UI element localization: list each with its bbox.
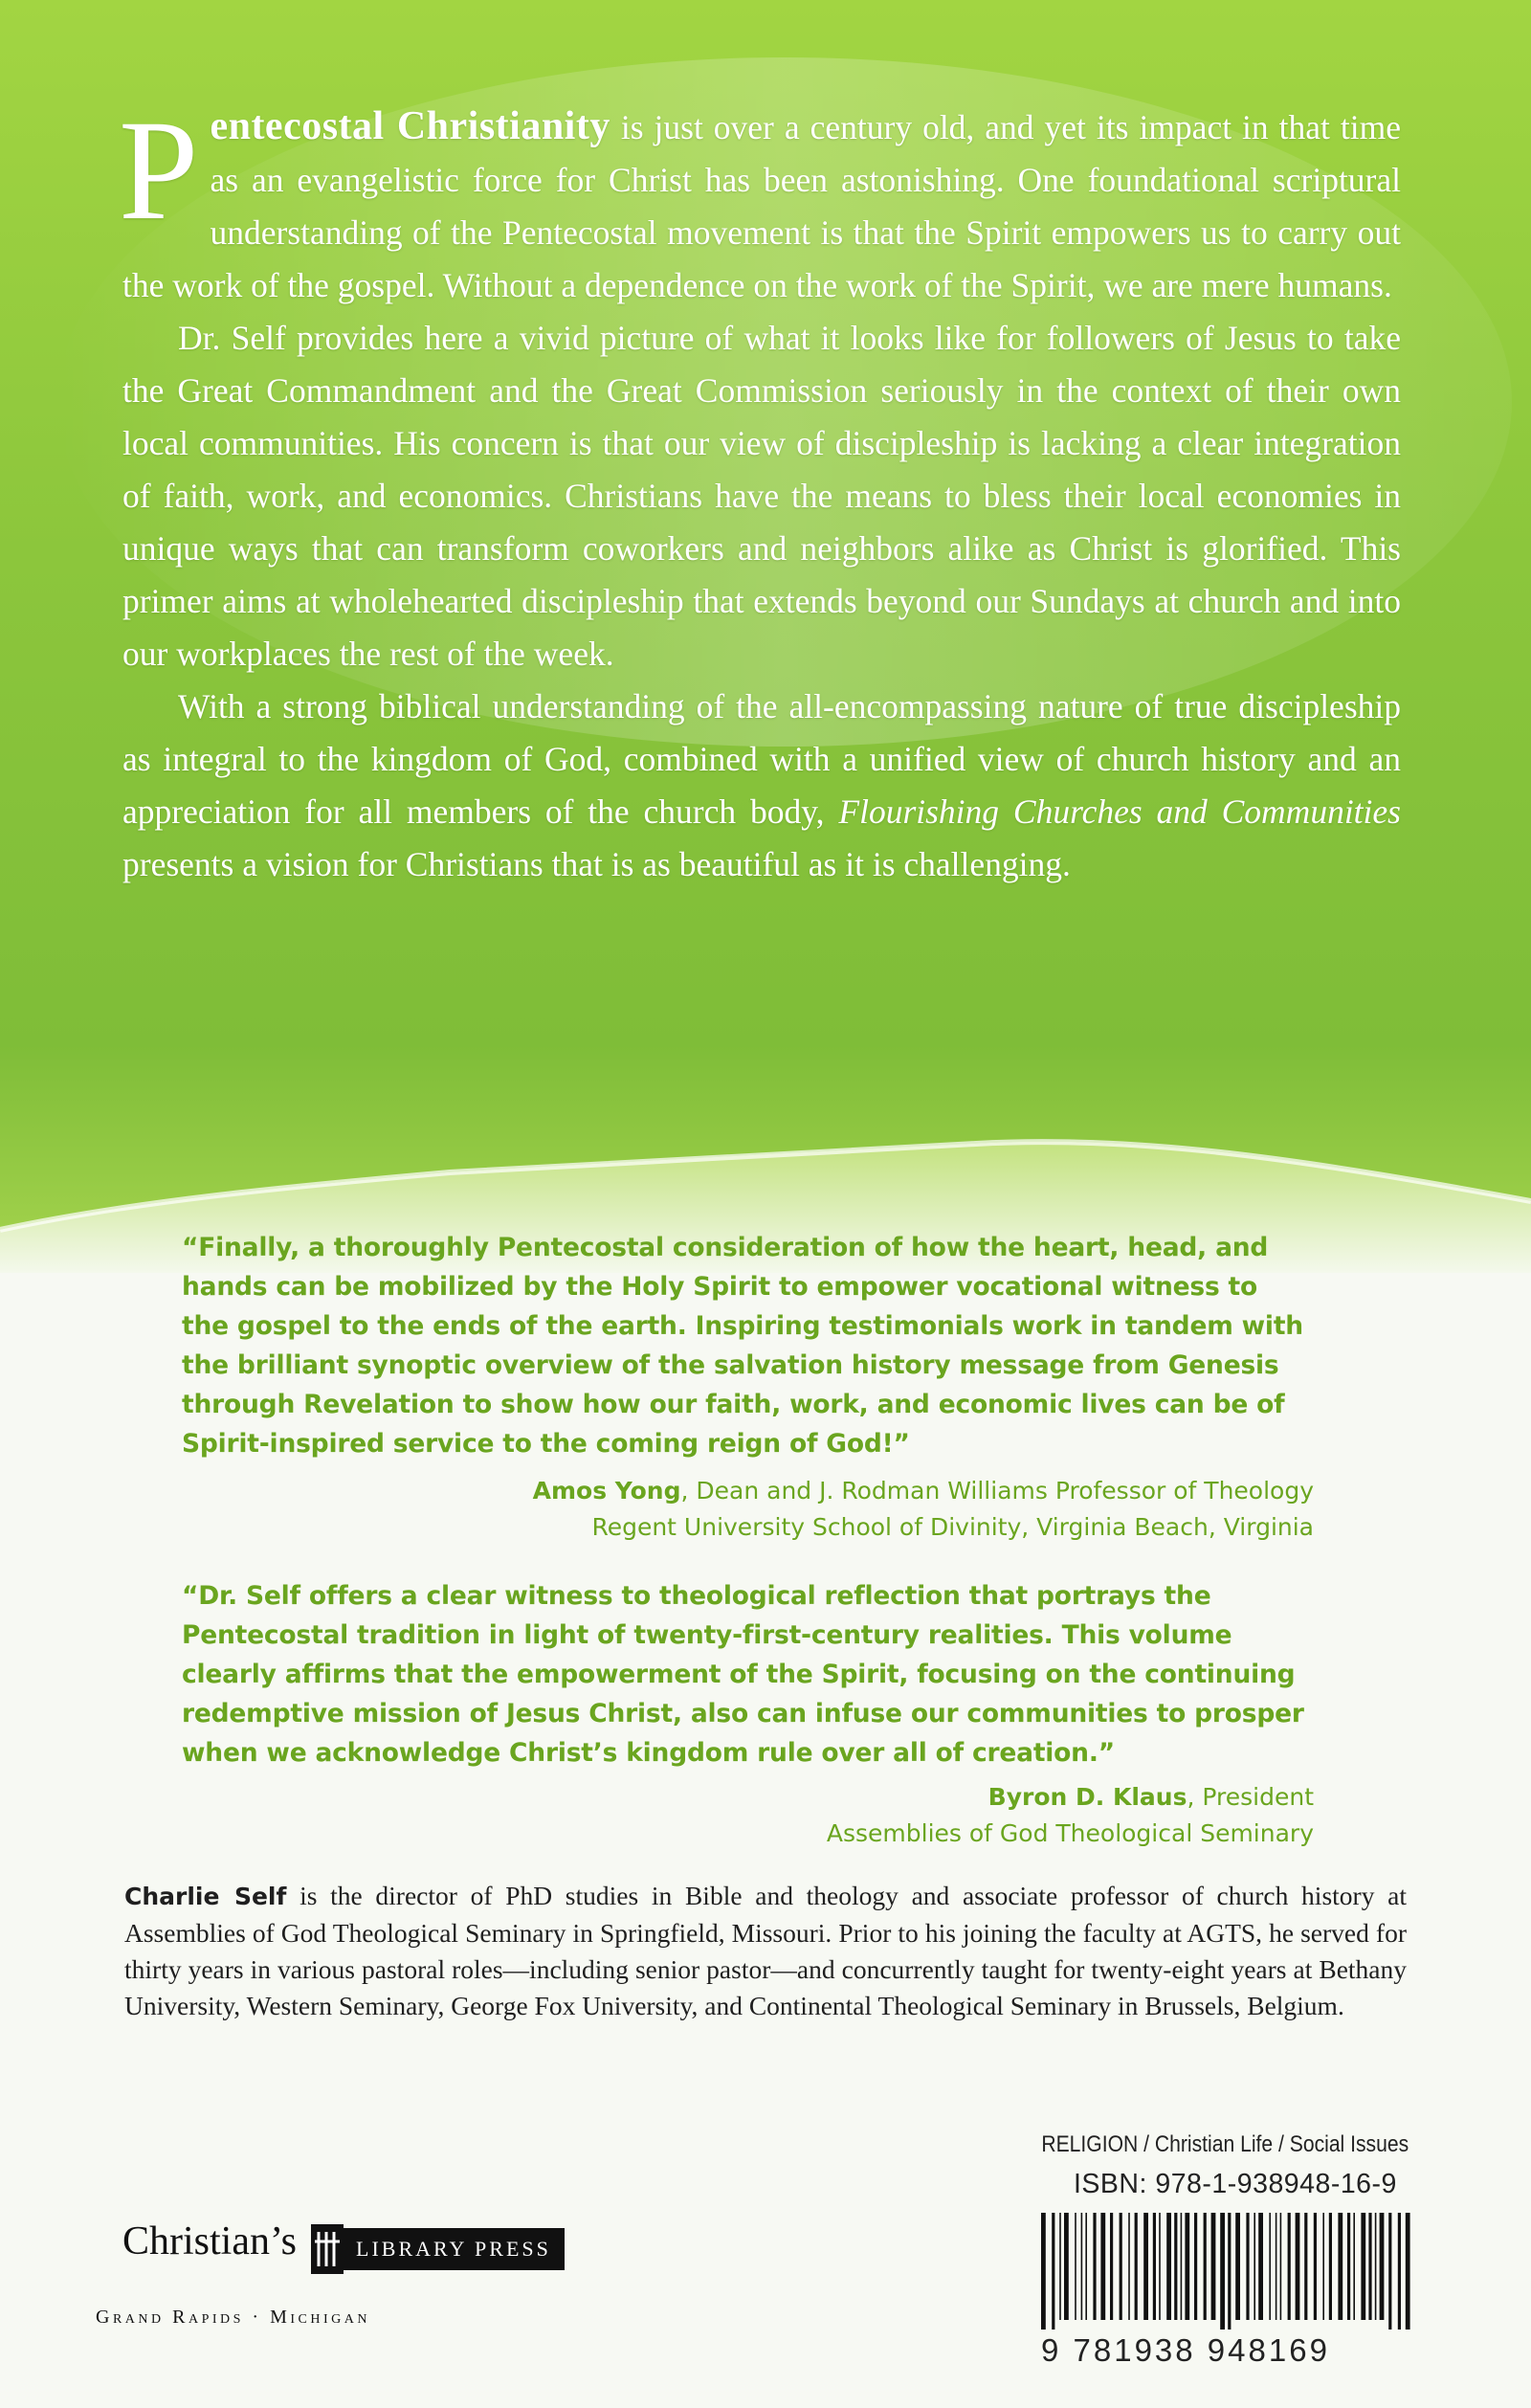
endorsement-attribution-2 — [827, 1779, 1314, 1852]
barcode-bar — [1361, 2213, 1365, 2320]
category-label: RELIGION / Christian Life / Social Issues — [1041, 2131, 1409, 2157]
blurb-paragraph-1 — [119, 91, 1401, 312]
barcode-bar — [1059, 2213, 1061, 2320]
endorser-title-1: , Dean and J. Rodman Williams Professor of Theology — [680, 1477, 1314, 1505]
endorsement-quote-1: “Finally, a thoroughly Pentecostal consideration of how the heart, head, and hands can be mobilized by the Holy Spirit to empower vocational witness to the gospel to the ends of the earth. Inspiring testimonials work in tandem with the brilliant synoptic overview of the salvation history message from Genesis through Revelation to show how our faith, work, and economic lives can be of Spirit-inspired service to the coming reign of God!” — [182, 1233, 1303, 1459]
author-name: Charlie Self — [124, 1883, 287, 1910]
blurb-paragraph-3 — [122, 680, 1401, 891]
barcode-bar — [1041, 2213, 1046, 2330]
barcode-bar — [1398, 2213, 1401, 2330]
barcode-bar — [1211, 2213, 1216, 2320]
blurb-p1-text: is just over a century old, and yet its impact in that time as an evangelistic force for Christ has been astonishing. One foundational scriptural understanding of the Pentecostal movement is that the Spirit empowers us to carry out the work of the gospel. Without a dependence on the work of the Spirit, we are mere humans. — [122, 108, 1401, 304]
author-bio — [124, 1878, 1407, 2024]
barcode-bar — [1235, 2213, 1240, 2320]
barcode-bar — [1276, 2213, 1277, 2320]
barcode-bar — [1296, 2213, 1300, 2320]
barcode-bar — [1269, 2213, 1271, 2320]
barcode-bar — [1075, 2213, 1076, 2320]
blurb-p3-text: With a strong biblical understanding of the all-encompassing nature of true discipleship as integral to the kingdom of God, combined with a unified view of church history and an appreciation for all members of the church body, — [122, 687, 1401, 831]
endorser-affiliation-1: Regent University School of Divinity, Virginia Beach, Virginia — [591, 1513, 1314, 1541]
endorsement-attribution-1 — [533, 1473, 1314, 1546]
barcode-bar — [1120, 2213, 1122, 2320]
barcode-bar — [1128, 2213, 1130, 2320]
barcode-bar — [1406, 2213, 1410, 2330]
barcode-digits: 9 781938 948169 — [1041, 2332, 1330, 2368]
book-title: Flourishing Churches and Communities — [838, 792, 1401, 831]
barcode-bar — [1064, 2213, 1069, 2320]
barcode-bar — [1368, 2213, 1371, 2320]
barcode-bar — [1220, 2213, 1225, 2330]
barcode-bar — [1174, 2213, 1177, 2320]
barcode-bar — [1166, 2213, 1171, 2320]
barcode-bar — [1093, 2213, 1096, 2320]
barcode-bar — [1085, 2213, 1087, 2320]
publisher-mark-icon — [309, 2218, 347, 2280]
barcode-bar — [1338, 2213, 1342, 2320]
barcode-bar — [1110, 2213, 1113, 2320]
barcode-bar — [1288, 2213, 1291, 2320]
barcode-bar — [1159, 2213, 1161, 2320]
barcode-bar — [1246, 2213, 1249, 2320]
barcode-bar — [1100, 2213, 1105, 2320]
barcode-bar — [1380, 2213, 1385, 2320]
barcode-bar — [1258, 2213, 1263, 2320]
barcode-bar — [1375, 2213, 1377, 2320]
barcode-bar — [1081, 2213, 1083, 2320]
barcode-bar — [1153, 2213, 1156, 2320]
blurb-p3-end: presents a vision for Christians that is as beautiful as it is challenging. — [122, 845, 1071, 883]
barcode-bar — [1280, 2213, 1282, 2320]
barcode-bar — [1052, 2213, 1054, 2330]
barcode-bar — [1347, 2213, 1350, 2320]
isbn-label: ISBN: 978-1-938948-16-9 — [1074, 2169, 1397, 2199]
publisher-name: Christian’s — [122, 2219, 298, 2263]
barcode-bar — [1194, 2213, 1197, 2320]
barcode-bar — [1322, 2213, 1324, 2320]
barcode-bar — [1314, 2213, 1317, 2320]
blurb-paragraph-2: Dr. Self provides here a vivid picture of what it looks like for followers of Jesus to take the Great Commandment and the Great Commission seriously in the context of their own local communities. His concern is that our view of discipleship is lacking a clear integration of faith, work, and economics. Christians have the means to bless their local economies in unique ways that can transform coworkers and neighbors alike as Christ is glorified. This primer aims at wholehearted discipleship that extends beyond our Sundays at church and into our workplaces the rest of the week. — [122, 319, 1401, 673]
barcode-bar — [1353, 2213, 1355, 2320]
barcode-bar — [1304, 2213, 1307, 2320]
publisher-box: LIBRARY PRESS — [343, 2228, 565, 2270]
barcode-bar — [1181, 2213, 1183, 2320]
back-cover-blurb — [119, 91, 1401, 891]
publisher-location: Grand Rapids · Michigan — [96, 2307, 370, 2328]
endorser-name-2: Byron D. Klaus — [987, 1783, 1187, 1811]
barcode-bar — [1228, 2213, 1231, 2330]
barcode-bar — [1204, 2213, 1207, 2320]
barcode-bar — [1329, 2213, 1332, 2320]
blurb-lead: entecostal Christianity — [210, 104, 610, 148]
isbn-barcode — [1037, 2213, 1420, 2330]
barcode-bar — [1135, 2213, 1138, 2320]
barcode-bar — [1388, 2213, 1391, 2330]
endorser-name-1: Amos Yong — [532, 1477, 681, 1505]
endorsement-quote-2: “Dr. Self offers a clear witness to theological reflection that portrays the Pentecostal tradition in light of twenty-first-century realities. This volume clearly affirms that the empowerment of the Spirit, focusing on the continuing redemptive mission of Jesus Christ, also can infuse our communities to prosper when we acknowledge Christ’s kingdom rule over all of creation.” — [182, 1581, 1304, 1768]
barcode-bar — [1185, 2213, 1189, 2320]
drop-cap: P — [119, 91, 199, 250]
endorser-affiliation-2: Assemblies of God Theological Seminary — [826, 1819, 1314, 1847]
endorser-title-2: , President — [1187, 1783, 1314, 1811]
barcode-bar — [1254, 2213, 1255, 2320]
author-bio-text: is the director of PhD studies in Bible and theology and associate professor of church history at Assemblies of God Theological Seminary in Springfield, Missouri. Prior to his joining the faculty at AGTS, he served for thirty years in various pastoral roles—including senior pastor—and concurrently taught for twenty-eight years at Bethany University, Western Seminary, George Fox University, and Continental Theological Seminary in Brussels, Belgium. — [124, 1881, 1407, 2020]
barcode-bar — [1143, 2213, 1148, 2320]
